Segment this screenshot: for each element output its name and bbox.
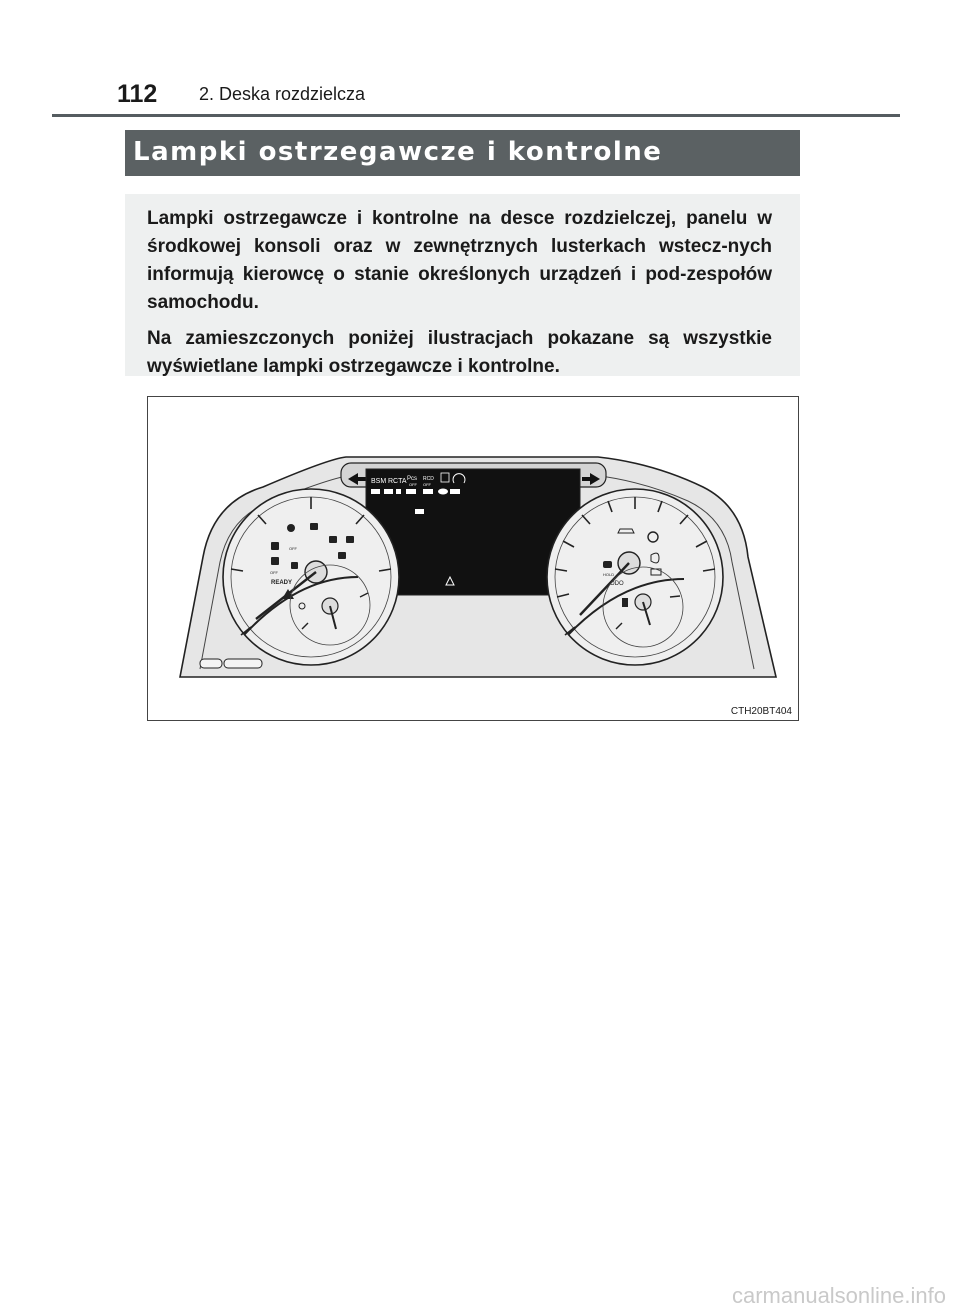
brake-hold-icon xyxy=(603,561,612,568)
chapter-title: 2. Deska rozdzielcza xyxy=(199,84,366,104)
ready-indicator: READY xyxy=(271,580,293,586)
intro-paragraph-1: Lampki ostrzegawcze i kontrolne na desce rozdzielczej, panelu w środkowej konsoli oraz w zewnętrznych lusterkach wstecz-nych informują kierowcę o stanie określonych urządzeń i pod-zespołów samochodu. xyxy=(147,208,772,313)
watermark: carmanualsonline.info xyxy=(731,1283,946,1308)
hold-indicator: HOLD xyxy=(603,572,615,577)
small-indicator-icon xyxy=(415,509,424,514)
rcd-off-label: OFF xyxy=(423,482,431,487)
fuel-pump-icon xyxy=(622,598,628,607)
page-number: 112 xyxy=(117,80,158,108)
left-off-label-1: OFF xyxy=(270,570,278,575)
intro-box xyxy=(125,194,800,376)
pcs-indicator: Pcs xyxy=(407,476,418,482)
intro-paragraph-2: Na zamieszczonych poniżej ilustracjach pokazane są wszystkie wyświetlane lampki ostrzegawcze i kontrolne. xyxy=(147,328,772,377)
right-gauge xyxy=(547,489,723,665)
left-gauge xyxy=(223,489,399,665)
pcs-off-label: OFF xyxy=(409,482,417,487)
header-divider xyxy=(52,114,900,117)
figure-code: CTH20BT404 xyxy=(730,706,792,717)
bsm-indicator: BSM xyxy=(371,478,387,485)
odo-label: ODO xyxy=(610,581,624,587)
left-off-label-2: OFF xyxy=(289,546,297,551)
rcd-indicator: RCD xyxy=(423,476,434,482)
rcta-indicator: RCTA xyxy=(388,478,407,485)
instrument-cluster-figure xyxy=(147,396,799,721)
section-heading-bar xyxy=(125,130,800,176)
instrument-cluster-illustration xyxy=(148,397,798,720)
left-button-small xyxy=(200,659,222,668)
left-button-large xyxy=(224,659,262,668)
section-title: Lampki ostrzegawcze i kontrolne xyxy=(133,137,663,167)
